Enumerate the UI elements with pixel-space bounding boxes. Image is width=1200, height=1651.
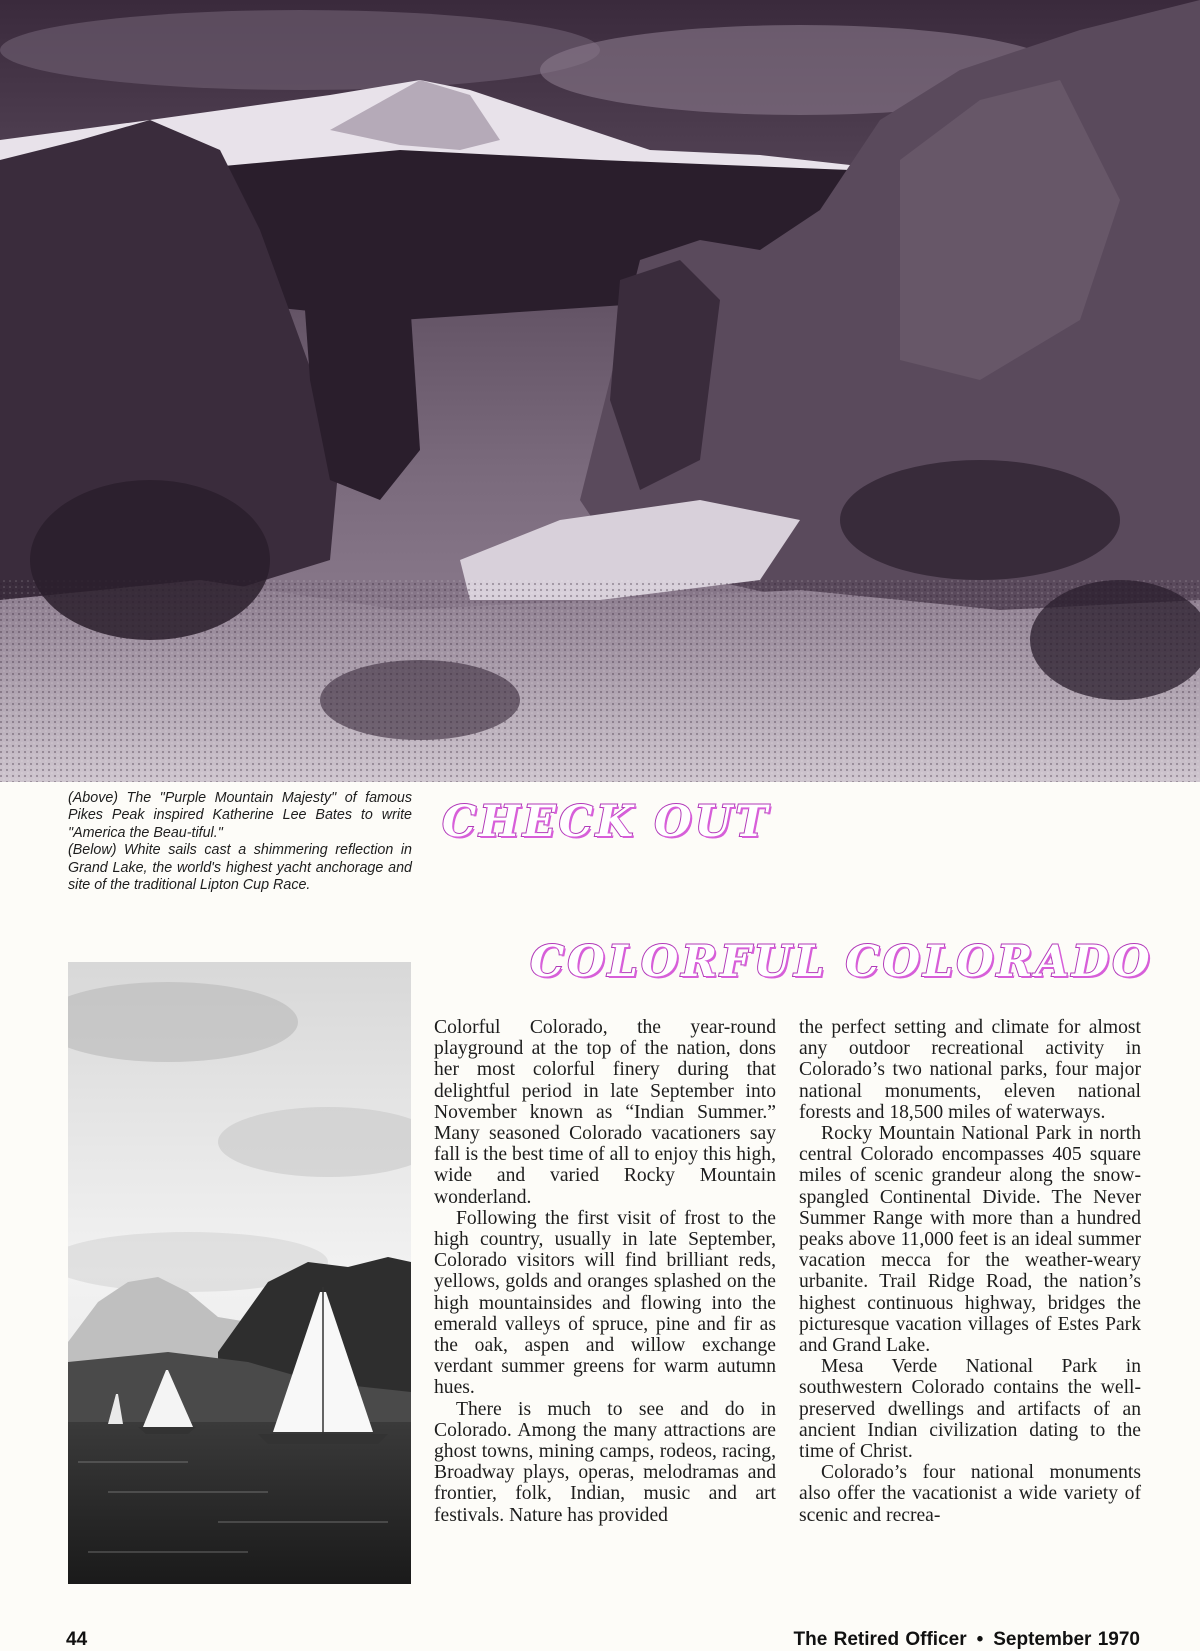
article-paragraph: Rocky Mountain National Park in north central Colorado encompasses 405 square miles of scenic grandeur along the snow-spangled Continental Divide. The Never Summer Range with more than a hundred peaks above 11,000 feet is an ideal summer vacation mecca for the weather-weary urbanite. Trail Ridge Road, the nation’s highest continuous highway, bridges the picturesque vacation villages of Estes Park and Grand Lake. [799, 1123, 1141, 1357]
issue-date: September 1970 [993, 1629, 1140, 1650]
article-paragraph: Following the first visit of frost to the high country, usually in late September, Colorado visitors will find brilliant reds, yellows, golds and oranges splashed on the high mountainsides and flowing into the emerald valleys of spruce, pine and fir as the oak, aspen and willow exchange verdant summer greens for warm autumn hues. [434, 1207, 776, 1399]
caption-above: (Above) The "Purple Mountain Majesty" of famous Pikes Peak inspired Katherine Lee Bates to write "America the Beau-tiful." [68, 790, 412, 841]
article-column-1 [434, 1017, 776, 1526]
article-paragraph: the perfect setting and climate for almost any outdoor recreational activity in Colorado’s two national parks, four major national monuments, eleven national forests and 18,500 miles of waterways. [799, 1017, 1141, 1123]
running-footer [794, 1629, 1140, 1651]
page-number: 44 [66, 1629, 88, 1650]
sailboats-illustration [68, 962, 411, 1584]
article-paragraph: Mesa Verde National Park in southwestern Colorado contains the well-preserved dwellings and artifacts of an ancient Indian civilization dating to the time of Christ. [799, 1356, 1141, 1463]
headline-line-1: CHECK OUT [442, 797, 771, 847]
headline-line-2: COLORFUL COLORADO [530, 937, 1153, 987]
caption-below: (Below) White sails cast a shimmering reflection in Grand Lake, the world's highest yacht anchorage and site of the traditional Lipton Cup Race. [68, 842, 412, 894]
article-paragraph: Colorado’s four national monuments also offer the vacationist a wide variety of scenic and recrea- [799, 1462, 1141, 1526]
photo-caption [68, 790, 412, 894]
article-paragraph: There is much to see and do in Colorado. Among the many attractions are ghost towns, mining camps, rodeos, racing, Broadway plays, operas, melodramas and frontier, folk, Indian, music and art festivals. Nature has provided [434, 1398, 776, 1526]
article-paragraph: Colorful Colorado, the year-round playground at the top of the nation, dons her most colorful finery during that delightful period in late September into November known as “Indian Summer.” Many seasoned Colorado vacationers say fall is the best time of all to enjoy this high, wide and varied Rocky Mountain wonderland. [434, 1017, 776, 1208]
article-column-2 [799, 1017, 1141, 1526]
separator-bullet: • [976, 1629, 984, 1650]
pikes-peak-illustration [0, 0, 1200, 782]
pikes-peak-photo [0, 0, 1200, 782]
publication-name: The Retired Officer [793, 1629, 967, 1650]
grand-lake-sailboats-photo [68, 962, 411, 1584]
